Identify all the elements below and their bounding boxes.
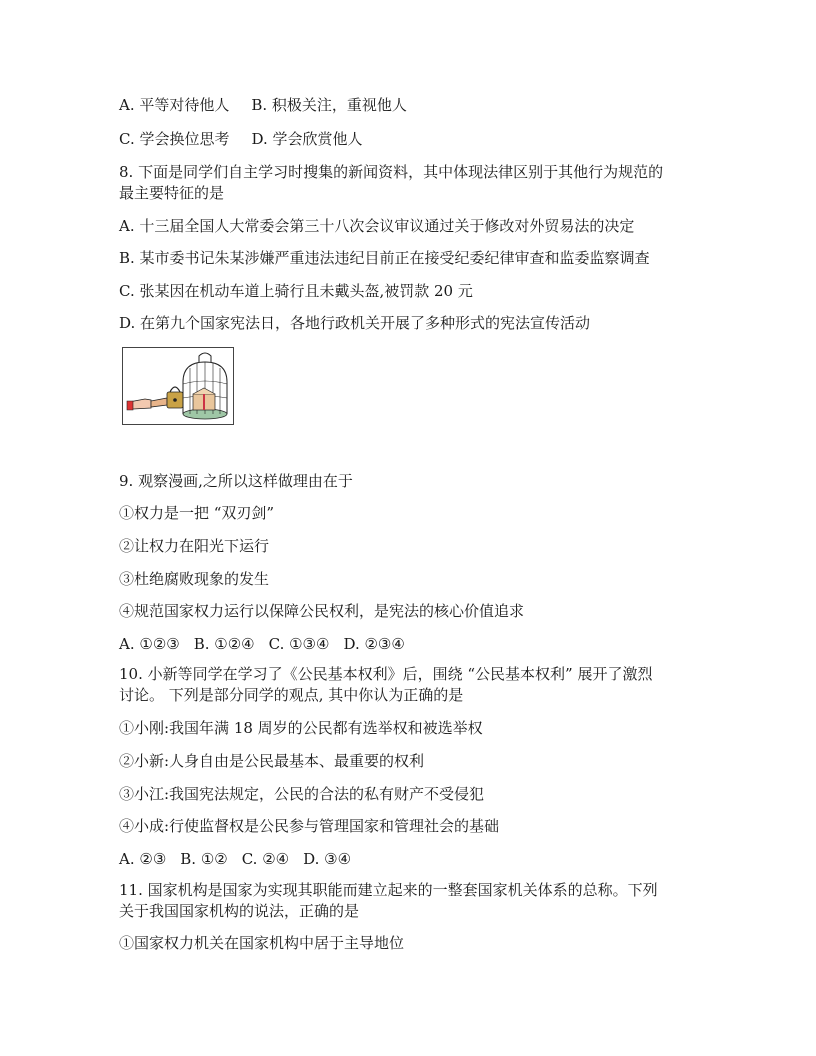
q10-option-c: C. ②④	[241, 850, 290, 868]
q9-option-c: C. ①③④	[268, 635, 330, 653]
q10-option-a: A. ②③	[119, 850, 167, 868]
q8-option-d: D. 在第九个国家宪法日，各地行政机关开展了多种形式的宪法宣传活动	[119, 314, 591, 332]
q10-option-b: B. ①②	[180, 850, 228, 868]
q11-stem-line-1: 11. 国家机构是国家为实现其职能而建立起来的一整套国家机关体系的总称。下列	[119, 881, 658, 899]
q8-option-a: A. 十三届全国人大常委会第三十八次会议审议通过关于修改对外贸易法的决定	[119, 217, 635, 235]
q9-statement-3: ③杜绝腐败现象的发生	[119, 570, 270, 588]
q10-statement-1: ①小刚:我国年满 18 周岁的公民都有选举权和被选举权	[119, 719, 483, 737]
q7-options-row-1	[119, 95, 407, 115]
q9-option-d: D. ②③④	[343, 635, 405, 653]
q9-stem: 9. 观察漫画,之所以这样做理由在于	[119, 472, 353, 490]
q9-statement-1: ①权力是一把 “双刃剑”	[119, 504, 275, 522]
q9-options-row	[119, 634, 405, 654]
q9-statement-4: ④规范国家权力运行以保障公民权利，是宪法的核心价值追求	[119, 602, 525, 620]
q8-option-c: C. 张某因在机动车道上骑行且未戴头盔,被罚款 20 元	[119, 282, 473, 300]
q9-statement-2: ②让权力在阳光下运行	[119, 537, 270, 555]
q11-statement-1: ①国家权力机关在国家机构中居于主导地位	[119, 934, 405, 952]
q10-statement-3: ③小江:我国宪法规定，公民的合法的私有财产不受侵犯	[119, 785, 485, 803]
q7-option-c: C. 学会换位思考	[119, 130, 230, 148]
q7-option-a: A. 平等对待他人	[119, 96, 230, 114]
cartoon-image	[122, 347, 234, 425]
q9-option-b: B. ①②④	[193, 635, 255, 653]
q9-option-a: A. ①②③	[119, 635, 180, 653]
q10-statement-4: ④小成:行使监督权是公民参与管理国家和管理社会的基础	[119, 817, 500, 835]
q7-option-d: D. 学会欣赏他人	[251, 130, 363, 148]
power-cage-cartoon-illustration	[123, 348, 233, 424]
q10-stem-line-2: 讨论。 下列是部分同学的观点, 其中你认为正确的是	[119, 686, 464, 704]
q8-option-b: B. 某市委书记朱某涉嫌严重违法违纪目前正在接受纪委纪律审查和监委监察调查	[119, 249, 650, 267]
q10-statement-2: ②小新:人身自由是公民最基本、最重要的权利	[119, 752, 425, 770]
q7-options-row-2	[119, 129, 363, 149]
q11-stem-line-2: 关于我国国家机构的说法，正确的是	[119, 902, 360, 920]
q10-options-row	[119, 849, 351, 869]
q8-stem-line-1: 8. 下面是同学们自主学习时搜集的新闻资料，其中体现法律区别于其他行为规范的	[119, 163, 664, 181]
q7-option-b: B. 积极关注，重视他人	[251, 96, 407, 114]
q10-option-d: D. ③④	[303, 850, 352, 868]
q8-stem-line-2: 最主要特征的是	[119, 184, 225, 202]
q10-stem-line-1: 10. 小新等同学在学习了《公民基本权利》后，围绕 “公民基本权利” 展开了激烈	[119, 665, 653, 683]
